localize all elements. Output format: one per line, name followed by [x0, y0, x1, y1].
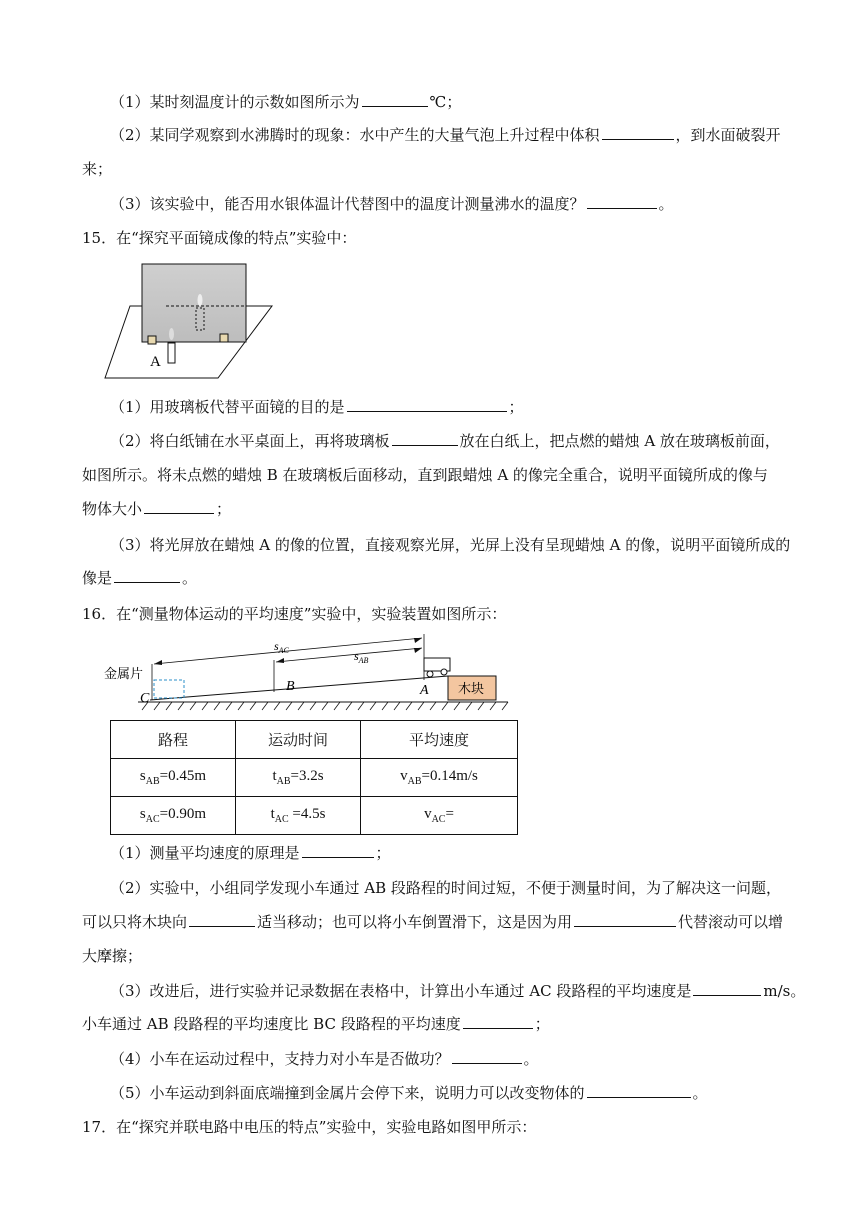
sab-label: $s_{AB}$	[354, 649, 369, 665]
q15-part3-last-end: 。	[182, 569, 198, 587]
q16-part1-end: ；	[375, 844, 391, 862]
q14-part2	[110, 125, 781, 145]
answer-blank[interactable]	[114, 568, 180, 583]
answer-blank[interactable]	[587, 194, 657, 209]
q16-part3-last-text: 小车通过 AB 段路程的平均速度比 BC 段路程的平均速度	[82, 1015, 461, 1033]
sac-label: $s_{AC}$	[274, 639, 289, 655]
glass-plate	[142, 264, 246, 342]
q16-part2-last: 大摩擦；	[82, 947, 143, 965]
data-table	[110, 720, 518, 835]
q15-title: 15．在“探究平面镜成像的特点”实验中：	[82, 229, 357, 247]
image-flame	[198, 294, 203, 306]
wood-block-label: 木块	[458, 682, 485, 697]
label-a: A	[150, 354, 161, 370]
q14-part3	[110, 194, 674, 214]
answer-blank[interactable]	[189, 912, 255, 927]
q16-part4-text: （4）小车在运动过程中，支持力对小车是否做功？	[110, 1050, 450, 1068]
q14-part3-text: （3）该实验中，能否用水银体温计代替图中的温度计测量沸水的温度？	[110, 195, 585, 213]
q14-part3-end: 。	[658, 195, 674, 213]
q16-part3	[110, 981, 805, 1001]
point-b-label: B	[286, 679, 295, 694]
header-speed: 平均速度	[361, 721, 518, 759]
candle-flame	[169, 328, 174, 340]
q16-part5-text: （5）小车运动到斜面底端撞到金属片会停下来，说明力可以改变物体的	[110, 1084, 585, 1102]
q16-part1-text: （1）测量平均速度的原理是	[110, 844, 300, 862]
plane-mirror-figure	[100, 258, 280, 384]
answer-blank[interactable]	[602, 125, 674, 140]
q16-part3-text: （3）改进后，进行实验并记录数据在表格中，计算出小车通过 AC 段路程的平均速度是	[110, 982, 692, 1000]
q14-part2-text-end: ，到水面破裂开	[675, 126, 781, 144]
q16-part4	[110, 1049, 539, 1069]
q15-part2-last	[82, 499, 231, 519]
cell-sac: $s_{AC}=0.90m$	[111, 797, 236, 835]
header-time: 运动时间	[236, 721, 361, 759]
answer-blank[interactable]	[587, 1083, 691, 1098]
answer-blank[interactable]	[574, 912, 676, 927]
metal-plate	[154, 680, 184, 698]
cell-tab: $t_{AB}=3.2s$	[236, 759, 361, 797]
q16-part2-text-a: 可以只将木块向	[82, 913, 188, 931]
cell-vac[interactable]: $v_{AC}=$	[361, 797, 518, 835]
cell-sab: $s_{AB}=0.45m$	[111, 759, 236, 797]
q16-part3-last-end: ；	[534, 1015, 550, 1033]
incline-figure	[98, 630, 518, 720]
q17-title: 17．在“探究并联电路中电压的特点”实验中，实验电路如图甲所示：	[82, 1118, 537, 1136]
answer-blank[interactable]	[302, 843, 374, 858]
q15-part2-last-end: ；	[216, 500, 232, 518]
q15-part3-last-text: 像是	[82, 569, 113, 587]
q16-title: 16．在“测量物体运动的平均速度”实验中，实验装置如图所示：	[82, 605, 507, 623]
q15-part2-last-text: 物体大小	[82, 500, 143, 518]
q16-part3-unit: m/s。	[763, 982, 806, 1000]
q16-part2: （2）实验中，小组同学发现小车通过 AB 段路程的时间过短，不便于测量时间，为了解决这一问题，	[110, 879, 781, 897]
answer-blank[interactable]	[144, 499, 214, 514]
answer-blank[interactable]	[452, 1049, 522, 1064]
answer-blank[interactable]	[463, 1014, 533, 1029]
q15-part2-continued: 如图所示。将未点燃的蜡烛 B 在玻璃板后面移动，直到跟蜡烛 A 的像完全重合，说明平面镜所成的像与	[82, 466, 768, 484]
base-right	[220, 334, 228, 342]
q15-part2-text: （2）将白纸铺在水平桌面上，再将玻璃板	[110, 432, 390, 450]
q14-part1-text: （1）某时刻温度计的示数如图所示为	[110, 93, 360, 111]
cell-vab: $v_{AB}=0.14m/s$	[361, 759, 518, 797]
q15-part1-text: （1）用玻璃板代替平面镜的目的是	[110, 398, 345, 416]
q15-part2-text-end: 放在白纸上，把点燃的蜡烛 A 放在玻璃板前面，	[459, 432, 780, 450]
cart	[424, 658, 450, 677]
q16-part5	[110, 1083, 708, 1103]
header-distance: 路程	[111, 721, 236, 759]
candle-a	[168, 343, 175, 363]
table-header-row	[111, 721, 518, 759]
point-c-label: C	[140, 691, 150, 706]
answer-blank[interactable]	[362, 92, 428, 107]
q16-part3-last	[82, 1014, 550, 1034]
q16-part4-end: 。	[523, 1050, 539, 1068]
q14-part2-text: （2）某同学观察到水沸腾时的现象：水中产生的大量气泡上升过程中体积	[110, 126, 600, 144]
q15-part1-end: ；	[508, 398, 524, 416]
answer-blank[interactable]	[347, 397, 507, 412]
q14-part2-continued: 来；	[82, 160, 113, 178]
q15-part2	[110, 431, 780, 451]
point-a-label: A	[420, 683, 429, 698]
q15-part1	[110, 397, 524, 417]
q16-part2-text-b: 适当移动；也可以将小车倒置滑下，这是因为用	[257, 913, 573, 931]
incline-surface	[150, 676, 448, 700]
q16-part5-end: 。	[692, 1084, 708, 1102]
q14-part1-unit: ℃；	[429, 93, 462, 111]
cell-tac: $t_{AC} =4.5s$	[236, 797, 361, 835]
table-row	[111, 759, 518, 797]
base-left	[148, 336, 156, 344]
q15-part3: （3）将光屏放在蜡烛 A 的像的位置，直接观察光屏，光屏上没有呈现蜡烛 A 的像，说明平面镜所成的	[110, 536, 791, 554]
q14-part1	[110, 92, 461, 112]
q16-part1	[110, 843, 391, 863]
q15-part3-last	[82, 568, 197, 588]
q16-part2-text-c: 代替滚动可以增	[678, 913, 784, 931]
metal-label: 金属片	[104, 667, 144, 682]
answer-blank[interactable]	[693, 981, 761, 996]
q16-part2-continued	[82, 912, 783, 932]
answer-blank[interactable]	[392, 431, 458, 446]
table-row	[111, 797, 518, 835]
